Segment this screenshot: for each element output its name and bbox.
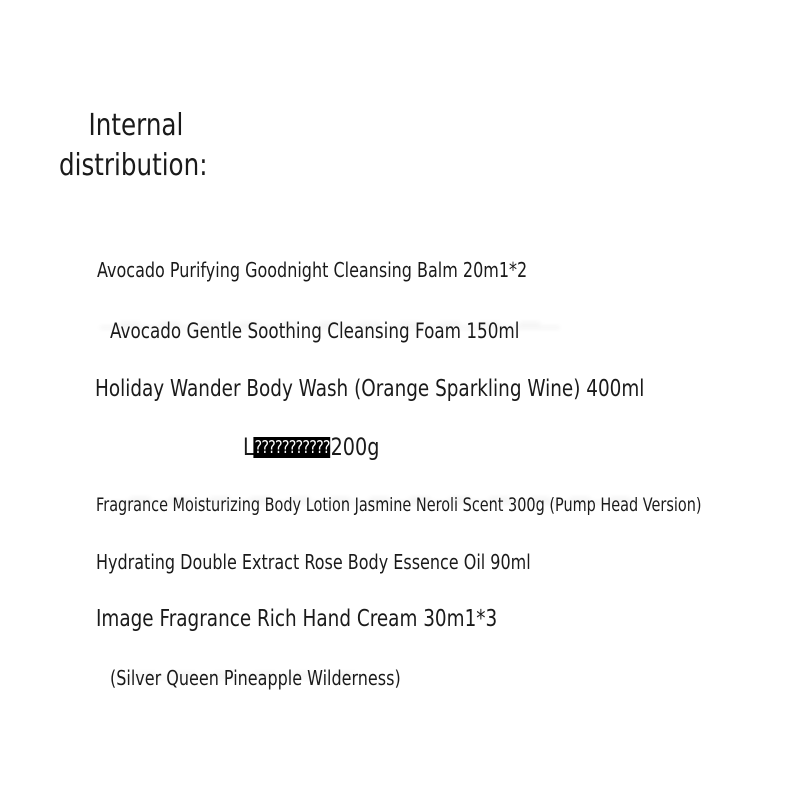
list-item-garbled bbox=[243, 433, 379, 461]
list-item: Avocado Gentle Soothing Cleansing Foam 150ml bbox=[110, 319, 520, 343]
garbled-suffix: 200g bbox=[330, 433, 380, 461]
garbled-prefix: L bbox=[243, 433, 254, 461]
section-heading bbox=[59, 106, 207, 186]
garbled-glyphs: ??????????? bbox=[254, 437, 330, 458]
heading-line-1: Internal bbox=[88, 108, 184, 143]
list-item: Fragrance Moisturizing Body Lotion Jasmine Neroli Scent 300g (Pump Head Version) bbox=[96, 494, 702, 516]
list-item: Holiday Wander Body Wash (Orange Sparkling Wine) 400ml bbox=[95, 376, 645, 402]
heading-line-2: distribution: bbox=[59, 148, 208, 183]
list-item: Hydrating Double Extract Rose Body Essence Oil 90ml bbox=[96, 550, 531, 574]
list-item: Image Fragrance Rich Hand Cream 30m1*3 bbox=[96, 606, 498, 632]
list-item: (Silver Queen Pineapple Wilderness) bbox=[110, 666, 401, 690]
list-item: Avocado Purifying Goodnight Cleansing Balm 20m1*2 bbox=[97, 258, 528, 282]
